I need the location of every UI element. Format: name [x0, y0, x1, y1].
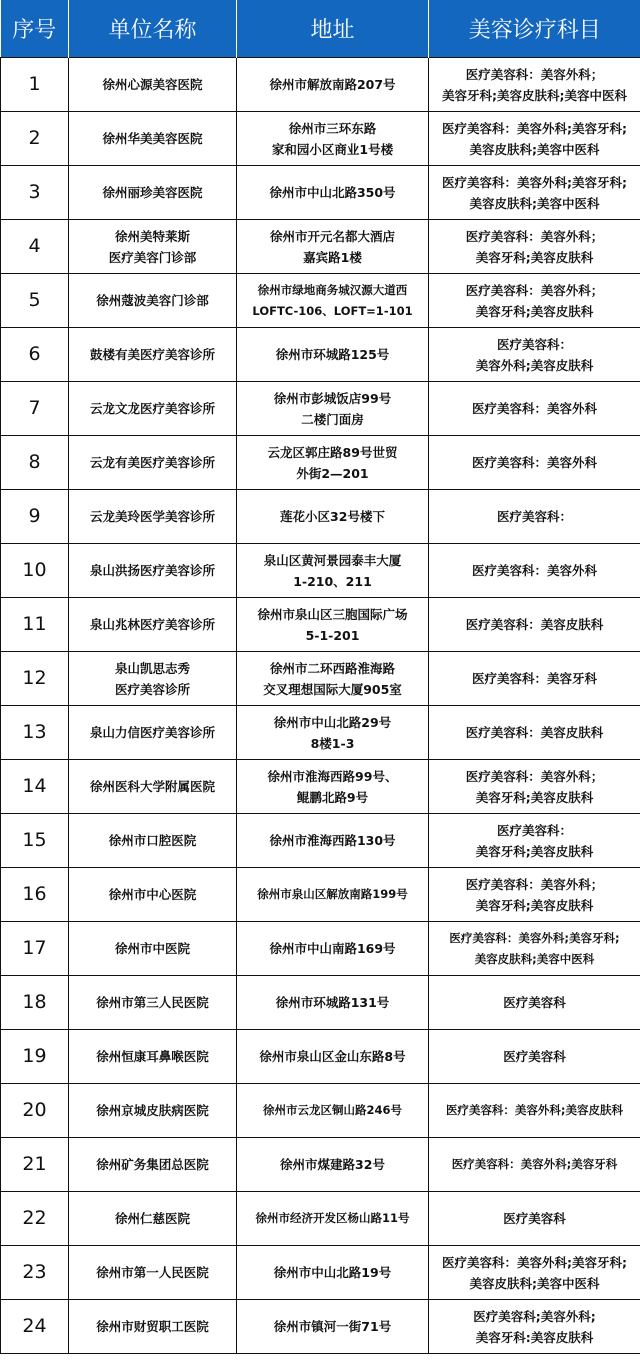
table-row: [1, 598, 640, 652]
row-departments: 医疗美容科： 美容外科;美容皮肤科: [429, 328, 640, 382]
row-address: 徐州市中山北路350号: [237, 166, 429, 220]
row-index: 12: [1, 652, 69, 706]
table-row: [1, 58, 640, 112]
row-name: 鼓楼有美医疗美容诊所: [69, 328, 237, 382]
header-index: 序号: [1, 0, 69, 58]
table-row: [1, 1030, 640, 1084]
row-departments: 医疗美容科：美容外科； 美容牙科;美容皮肤科: [429, 274, 640, 328]
row-departments: 医疗美容科：美容外科； 美容牙科;美容皮肤科;美容中医科: [429, 58, 640, 112]
header-name: 单位名称: [69, 0, 237, 58]
row-address: 徐州市环城路131号: [237, 976, 429, 1030]
row-departments: 医疗美容科: [429, 976, 640, 1030]
row-index: 2: [1, 112, 69, 166]
row-address: 徐州市云龙区铜山路246号: [237, 1084, 429, 1138]
row-index: 17: [1, 922, 69, 976]
row-address: 徐州市绿地商务城汉源大道西 LOFTC-106、LOFT=1-101: [237, 274, 429, 328]
row-index: 9: [1, 490, 69, 544]
table-row: [1, 544, 640, 598]
row-address: 徐州市煤建路32号: [237, 1138, 429, 1192]
row-name: 徐州市第一人民医院: [69, 1246, 237, 1300]
row-name: 徐州心源美容医院: [69, 58, 237, 112]
row-index: 20: [1, 1084, 69, 1138]
row-index: 4: [1, 220, 69, 274]
row-address: 徐州市环城路125号: [237, 328, 429, 382]
row-name: 徐州医科大学附属医院: [69, 760, 237, 814]
header-departments: 美容诊疗科目: [429, 0, 640, 58]
row-index: 3: [1, 166, 69, 220]
row-index: 15: [1, 814, 69, 868]
row-departments: 医疗美容科：美容外科;美容牙科; 美容皮肤科;美容中医科: [429, 112, 640, 166]
table-header: [1, 0, 640, 58]
row-address: 徐州市开元名都大酒店 嘉宾路1楼: [237, 220, 429, 274]
row-address: 徐州市中山北路29号 8楼1-3: [237, 706, 429, 760]
table-row: [1, 922, 640, 976]
row-address: 徐州市淮海西路130号: [237, 814, 429, 868]
row-address: 徐州市淮海西路99号、 鲲鹏北路9号: [237, 760, 429, 814]
table-row: [1, 706, 640, 760]
row-index: 21: [1, 1138, 69, 1192]
row-index: 10: [1, 544, 69, 598]
row-address: 徐州市泉山区三胞国际广场 5-1-201: [237, 598, 429, 652]
row-address: 徐州市解放南路207号: [237, 58, 429, 112]
row-departments: 医疗美容科：美容外科； 美容牙科;美容皮肤科: [429, 220, 640, 274]
table-row: [1, 1138, 640, 1192]
row-index: 13: [1, 706, 69, 760]
row-address: 泉山区黄河景园泰丰大厦 1-210、211: [237, 544, 429, 598]
row-departments: 医疗美容科：美容外科;美容牙科; 美容皮肤科;美容中医科: [429, 922, 640, 976]
row-name: 徐州丽珍美容医院: [69, 166, 237, 220]
table-row: [1, 328, 640, 382]
row-name: 徐州市财贸职工医院: [69, 1300, 237, 1354]
table-row: [1, 1084, 640, 1138]
row-departments: 医疗美容科：: [429, 490, 640, 544]
row-index: 16: [1, 868, 69, 922]
row-address: 徐州市泉山区金山东路8号: [237, 1030, 429, 1084]
row-address: 徐州市中山南路169号: [237, 922, 429, 976]
table-row: [1, 112, 640, 166]
row-address: 徐州市经济开发区杨山路11号: [237, 1192, 429, 1246]
table-row: [1, 1192, 640, 1246]
row-departments: 医疗美容科：美容外科； 美容牙科;美容皮肤科: [429, 868, 640, 922]
row-departments: 医疗美容科：美容外科;美容牙科: [429, 1138, 640, 1192]
row-departments: 医疗美容科：美容外科;美容牙科; 美容皮肤科;美容中医科: [429, 166, 640, 220]
row-name: 徐州蔻波美容门诊部: [69, 274, 237, 328]
row-name: 徐州矿务集团总医院: [69, 1138, 237, 1192]
row-name: 泉山力信医疗美容诊所: [69, 706, 237, 760]
row-departments: 医疗美容科: [429, 1030, 640, 1084]
row-name: 徐州市中医院: [69, 922, 237, 976]
row-name: 泉山凯思志秀 医疗美容诊所: [69, 652, 237, 706]
row-departments: 医疗美容科：美容外科;美容牙科; 美容皮肤科;美容中医科: [429, 1246, 640, 1300]
row-index: 7: [1, 382, 69, 436]
row-address: 徐州市镇河一街71号: [237, 1300, 429, 1354]
row-name: 徐州华美美容医院: [69, 112, 237, 166]
row-index: 1: [1, 58, 69, 112]
table-row: [1, 220, 640, 274]
table-row: [1, 1246, 640, 1300]
row-departments: 医疗美容科：美容皮肤科: [429, 706, 640, 760]
row-name: 泉山洪扬医疗美容诊所: [69, 544, 237, 598]
row-departments: 医疗美容科：美容皮肤科: [429, 598, 640, 652]
row-index: 6: [1, 328, 69, 382]
row-departments: 医疗美容科： 美容牙科;美容皮肤科: [429, 814, 640, 868]
row-address: 云龙区郭庄路89号世贸 外街2—201: [237, 436, 429, 490]
row-departments: 医疗美容科：美容外科: [429, 382, 640, 436]
row-departments: 医疗美容科;美容外科; 美容牙科:美容皮肤科: [429, 1300, 640, 1354]
row-departments: 医疗美容科：美容外科;美容皮肤科: [429, 1084, 640, 1138]
row-index: 23: [1, 1246, 69, 1300]
row-index: 8: [1, 436, 69, 490]
row-index: 11: [1, 598, 69, 652]
header-address: 地址: [237, 0, 429, 58]
row-index: 14: [1, 760, 69, 814]
row-address: 莲花小区32号楼下: [237, 490, 429, 544]
row-name: 云龙文龙医疗美容诊所: [69, 382, 237, 436]
row-name: 云龙美玲医学美容诊所: [69, 490, 237, 544]
table-row: [1, 274, 640, 328]
row-address: 徐州市彭城饭店99号 二楼门面房: [237, 382, 429, 436]
row-name: 徐州美特莱斯 医疗美容门诊部: [69, 220, 237, 274]
row-name: 徐州市口腔医院: [69, 814, 237, 868]
row-index: 24: [1, 1300, 69, 1354]
row-address: 徐州市中山北路19号: [237, 1246, 429, 1300]
table-row: [1, 814, 640, 868]
table-row: [1, 760, 640, 814]
row-address: 徐州市二环西路淮海路 交叉理想国际大厦905室: [237, 652, 429, 706]
table-row: [1, 166, 640, 220]
row-address: 徐州市泉山区解放南路199号: [237, 868, 429, 922]
row-index: 22: [1, 1192, 69, 1246]
row-name: 徐州恒康耳鼻喉医院: [69, 1030, 237, 1084]
row-departments: 医疗美容科：美容外科: [429, 544, 640, 598]
table-row: [1, 1300, 640, 1354]
row-name: 云龙有美医疗美容诊所: [69, 436, 237, 490]
row-index: 19: [1, 1030, 69, 1084]
row-name: 泉山兆林医疗美容诊所: [69, 598, 237, 652]
table-row: [1, 382, 640, 436]
row-departments: 医疗美容科：美容牙科: [429, 652, 640, 706]
table-row: [1, 490, 640, 544]
table-row: [1, 652, 640, 706]
table-row: [1, 868, 640, 922]
row-departments: 医疗美容科: [429, 1192, 640, 1246]
row-name: 徐州市中心医院: [69, 868, 237, 922]
row-index: 18: [1, 976, 69, 1030]
row-name: 徐州京城皮肤病医院: [69, 1084, 237, 1138]
row-name: 徐州仁慈医院: [69, 1192, 237, 1246]
row-departments: 医疗美容科：美容外科: [429, 436, 640, 490]
row-address: 徐州市三环东路 家和园小区商业1号楼: [237, 112, 429, 166]
table-row: [1, 436, 640, 490]
row-name: 徐州市第三人民医院: [69, 976, 237, 1030]
row-departments: 医疗美容科：美容外科； 美容牙科;美容皮肤科: [429, 760, 640, 814]
table-body: [1, 58, 640, 1354]
row-index: 5: [1, 274, 69, 328]
table-row: [1, 976, 640, 1030]
